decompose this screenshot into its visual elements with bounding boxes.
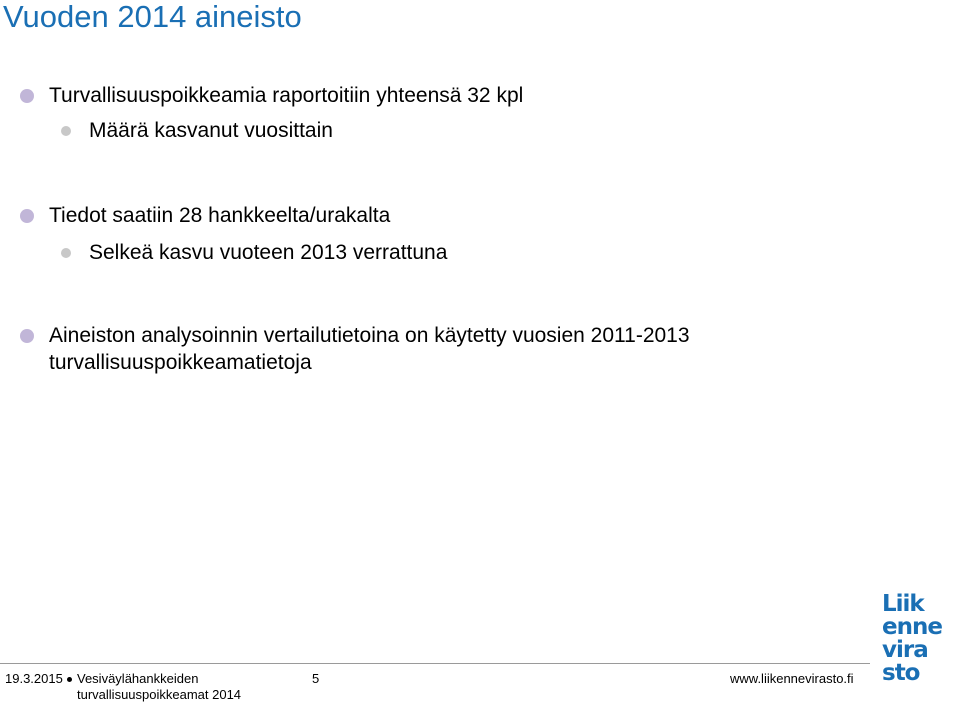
logo-line: vira: [882, 637, 928, 663]
bullet-text-level1: Aineiston analysoinnin vertailutietoina on käytetty vuosien 2011-2013 turvallisuuspoikkeamatietoja: [49, 324, 690, 374]
logo-line: sto: [882, 660, 920, 686]
liikennevirasto-logo: [882, 593, 960, 685]
bullet-text-level2: Selkeä kasvu vuoteen 2013 verrattuna: [89, 241, 448, 264]
bullet-text-level1: Turvallisuuspoikkeamia raportoitiin yhteensä 32 kpl: [49, 84, 524, 107]
footer-divider: [0, 663, 870, 664]
footer-doc-title-line1: Vesiväylähankkeiden: [77, 671, 199, 686]
footer-date: 19.3.2015: [5, 671, 63, 686]
footer-doc-title-line2: turvallisuuspoikkeamat 2014: [77, 687, 242, 702]
footer-separator-dot: [67, 677, 72, 682]
sub-bullet-dot: [61, 126, 71, 136]
page-title: Vuoden 2014 aineisto: [3, 0, 302, 34]
footer-url[interactable]: www.liikennevirasto.fi: [730, 671, 854, 686]
sub-bullet-dot: [61, 248, 71, 258]
logo-line: enne: [882, 614, 942, 640]
bullet-text-level2: Määrä kasvanut vuosittain: [89, 119, 333, 142]
bullet-dot: [20, 329, 34, 343]
bullet-dot: [20, 209, 34, 223]
logo-line: Liik: [882, 591, 924, 617]
bullet-dot: [20, 89, 34, 103]
page-number: 5: [312, 671, 320, 686]
bullet-text-level1: Tiedot saatiin 28 hankkeelta/urakalta: [49, 204, 391, 227]
